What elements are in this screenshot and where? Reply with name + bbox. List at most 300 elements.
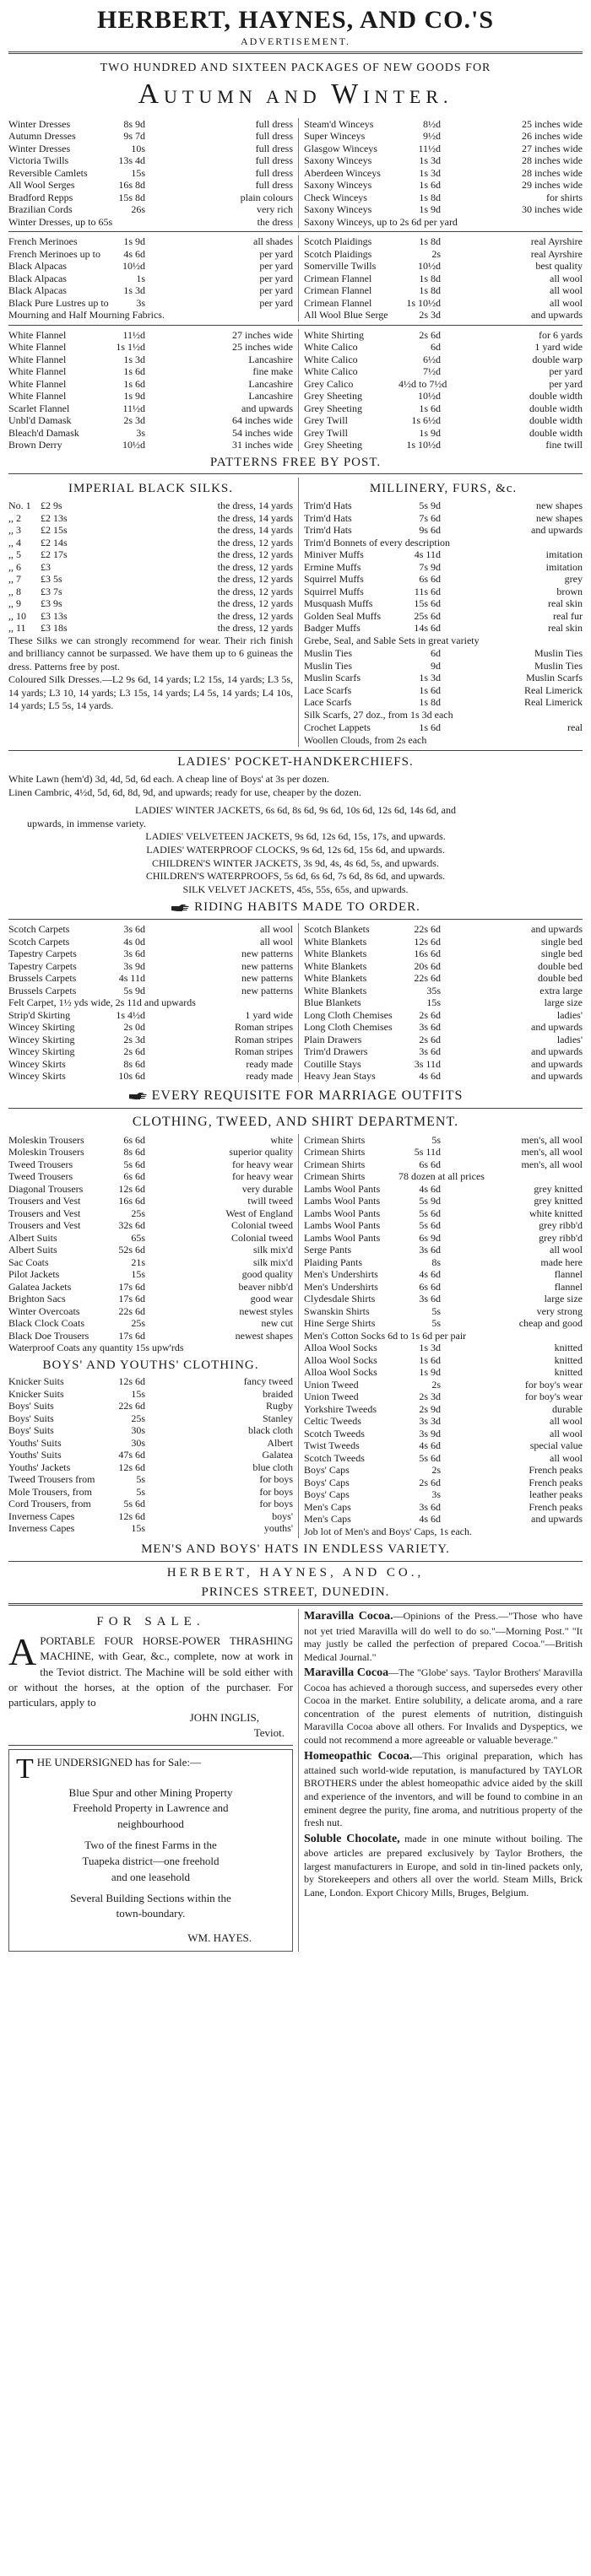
item-desc: for boys <box>259 1473 293 1486</box>
item-name: Pilot Jackets <box>8 1268 60 1281</box>
item-desc: new patterns <box>241 984 293 996</box>
for-sale-body <box>8 1630 293 1710</box>
price-row <box>8 390 293 402</box>
item-name: Alloa Wool Socks <box>304 1366 377 1379</box>
item-desc: new cut <box>261 1317 293 1330</box>
price-row <box>8 1207 293 1220</box>
item-desc: very rich <box>257 203 293 215</box>
item-name: White Blankets <box>304 984 367 996</box>
item-name: Ermine Muffs <box>304 560 361 573</box>
item-price: £3 <box>41 560 51 573</box>
item-price: 4s 0d <box>123 935 145 948</box>
item-desc: 28 inches wide <box>522 166 583 179</box>
boys-heading: BOYS' AND YOUTHS' CLOTHING. <box>42 1358 259 1372</box>
item-price: 2s 3d <box>419 309 441 321</box>
item-price: 35s <box>426 984 441 996</box>
item-desc: good wear <box>250 1293 293 1305</box>
hayes-line: town-boundary. <box>116 1907 186 1920</box>
silks-heading: IMPERIAL BLACK SILKS. <box>68 482 234 496</box>
price-row <box>304 1428 583 1440</box>
item-name: Trousers and Vest <box>8 1219 81 1232</box>
price-row <box>304 1391 583 1403</box>
item-name: Check Winceys <box>304 191 367 203</box>
item-desc: Real Limerick <box>524 696 583 709</box>
jackets-line: CHILDREN'S WATERPROOFS, 5s 6d, 6s 6d, 7s 6d, 8s 6d, and upwards. <box>145 870 446 883</box>
item-desc: made here <box>540 1256 583 1268</box>
price-row <box>304 622 583 635</box>
item-price: 1s 8d <box>419 191 441 203</box>
item-desc: French peaks <box>529 1464 583 1477</box>
item-price: 11s 6d <box>414 585 441 597</box>
item-name: White Blankets <box>304 972 367 985</box>
item-name: Union Tweed <box>304 1391 359 1403</box>
price-row <box>8 297 293 310</box>
cocoa-para-3 <box>304 1749 583 1830</box>
price-row <box>304 365 583 378</box>
item-price: 1s 3d <box>419 1342 441 1354</box>
item-price: 2s 6d <box>419 1033 441 1045</box>
price-row <box>8 248 293 261</box>
price-row <box>304 1158 583 1171</box>
item-desc: fancy tweed <box>243 1375 293 1388</box>
item-name: Yorkshire Tweeds <box>304 1402 377 1415</box>
price-row <box>8 561 293 574</box>
item-desc: new patterns <box>241 959 293 972</box>
item-desc: 28 inches wide <box>522 154 583 166</box>
item-price: 6s 6d <box>419 573 441 585</box>
item-price: 15s <box>426 996 441 1009</box>
crochet-desc: real <box>567 721 583 734</box>
item-price: 3s <box>431 1488 441 1501</box>
item-desc: silk mix'd <box>252 1256 293 1268</box>
item-price: 4s 6d <box>123 247 145 260</box>
item-desc: twill tweed <box>247 1195 293 1207</box>
item-desc: full dress <box>255 154 293 166</box>
price-row <box>304 1070 583 1083</box>
item-name: Wincey Skirting <box>8 1033 75 1045</box>
price-row <box>8 936 293 948</box>
item-name: Celtic Tweeds <box>304 1415 361 1428</box>
item-price: 3s 6d <box>419 1045 441 1058</box>
item-desc: Muslin Scarfs <box>526 672 583 684</box>
millinery-grebe: Grebe, Seal, and Sable Sets in great variety <box>304 634 480 646</box>
item-name: Swanskin Shirts <box>304 1304 370 1317</box>
silks-millinery-block <box>8 478 583 747</box>
item-desc: the dress, 12 yards <box>217 585 293 597</box>
cocoa-para-4 <box>304 1832 583 1900</box>
item-price: 5s <box>136 1473 145 1486</box>
price-row <box>304 948 583 960</box>
pointing-hand-icon <box>171 904 189 912</box>
price-row <box>8 329 293 342</box>
price-row <box>8 1244 293 1256</box>
divider <box>8 473 583 474</box>
price-row <box>304 1195 583 1207</box>
item-desc: good quality <box>241 1268 293 1281</box>
price-row <box>8 1461 293 1474</box>
item-desc: durable <box>552 1402 583 1415</box>
marriage-text: EVERY REQUISITE FOR MARRIAGE OUTFITS <box>151 1088 464 1103</box>
item-desc: and upwards <box>531 1021 583 1034</box>
item-desc: ladies' <box>556 1033 583 1045</box>
item-desc: all wool <box>550 1244 583 1256</box>
item-price: 1s 9d <box>123 390 145 402</box>
item-price: 16s 6d <box>414 948 441 960</box>
item-price <box>103 216 150 229</box>
divider <box>8 1108 583 1109</box>
item-name: Wincey Skirting <box>8 1045 75 1058</box>
price-row <box>304 1045 583 1058</box>
item-name: Blue Blankets <box>304 996 361 1009</box>
price-row <box>304 1379 583 1391</box>
item-name: Scotch Plaidings <box>304 235 372 247</box>
clothing-right <box>298 1134 583 1354</box>
price-row <box>8 1183 293 1196</box>
price-row <box>304 647 583 660</box>
item-desc: new shapes <box>536 500 583 511</box>
price-row <box>304 329 583 342</box>
item-desc: real fur <box>553 609 583 622</box>
price-row <box>8 1281 293 1293</box>
item-name: Saxony Winceys <box>304 154 372 166</box>
item-desc: 64 inches wide <box>232 414 293 426</box>
item-price: 9½d <box>423 130 441 142</box>
item-name: Long Cloth Chemises <box>304 1008 393 1021</box>
price-row <box>8 537 293 549</box>
jackets-line: LADIES' WINTER JACKETS, 6s 6d, 8s 6d, 9s 6d, 10s 6d, 12s 6d, 14s 6d, and <box>135 804 456 817</box>
item-desc: Lancashire <box>248 390 293 402</box>
item-name: Aberdeen Winceys <box>304 166 381 179</box>
item-name: Diagonal Trousers <box>8 1182 84 1195</box>
item-desc: all shades <box>253 235 293 247</box>
item-desc: for 6 yards <box>539 328 583 341</box>
item-price: 5s 6d <box>123 1498 145 1510</box>
item-price: 3s 6d <box>419 1021 441 1034</box>
cocoa-para-2 <box>304 1666 583 1747</box>
item-name: Alloa Wool Socks <box>304 1353 377 1366</box>
item-name: Lace Scarfs <box>304 683 352 696</box>
price-row <box>304 1403 583 1416</box>
item-name: Trim'd Hats <box>304 511 352 524</box>
price-row <box>304 1009 583 1022</box>
item-name: White Flannel <box>8 365 67 377</box>
item-name: Tapestry Carpets <box>8 959 77 972</box>
price-row <box>8 143 293 155</box>
item-name: Trousers and Vest <box>8 1195 81 1207</box>
item-desc: imitation <box>545 560 583 573</box>
price-row <box>304 1170 583 1183</box>
item-price: 47s 6d <box>118 1449 145 1461</box>
item-price: 21s <box>131 1256 145 1268</box>
item-name: Somerville Twills <box>304 260 377 272</box>
item-name: Sac Coats <box>8 1256 49 1268</box>
price-row <box>8 923 293 936</box>
item-price: 1s 6d <box>123 365 145 377</box>
millinery-column <box>298 478 583 747</box>
item-desc: black cloth <box>248 1424 293 1437</box>
divider <box>8 1561 583 1562</box>
flannels-left <box>8 329 293 451</box>
item-name: Boys' Suits <box>8 1400 54 1412</box>
item-name: Cord Trousers, from <box>8 1498 91 1510</box>
item-desc: grey knitted <box>534 1195 583 1207</box>
item-name: Crimean Flannel <box>304 296 372 309</box>
item-name: Youths' Suits <box>8 1436 62 1449</box>
item-name: Black Clock Coats <box>8 1317 84 1330</box>
item-name: French Merinoes <box>8 235 78 247</box>
item-price: £2 17s <box>41 548 68 560</box>
item-price: 1s 8d <box>419 272 441 284</box>
boys-right <box>304 1354 583 1526</box>
cocoa-text-3: —This original preparation, which has attained such world-wide reputation, is manufactured by TAYLOR BROTHERS under the ablest homeopathic advice aided by the skill and experience of the inventors, and will be found to combine in an eminent degree the purity, fine aroma, and nutritious property of the fresh nut. <box>304 1749 583 1829</box>
price-row <box>304 597 583 610</box>
price-row <box>8 512 293 525</box>
handkerchiefs-line-1: White Lawn (hem'd) 3d, 4d, 5d, 6d each. A cheap line of Boys' at 3s per dozen. <box>8 773 329 786</box>
item-desc: French peaks <box>529 1476 583 1488</box>
item-desc: leather peaks <box>529 1488 583 1501</box>
item-desc: full dress <box>255 117 293 130</box>
item-name: Scotch Blankets <box>304 923 370 936</box>
item-price: 12s 6d <box>414 935 441 948</box>
item-name: Serge Pants <box>304 1244 352 1256</box>
price-row <box>8 996 293 1009</box>
item-price: £2 9s <box>41 500 62 511</box>
divider <box>8 919 583 920</box>
item-name: Muslin Ties <box>304 647 353 660</box>
price-row <box>8 309 293 321</box>
item-desc: large size <box>544 996 583 1009</box>
price-row <box>8 622 293 635</box>
price-row <box>8 1449 293 1461</box>
price-row <box>8 118 293 131</box>
price-row <box>8 192 293 204</box>
item-price: 16s 8d <box>118 179 145 191</box>
item-price: 5s 6d <box>419 1207 441 1219</box>
item-price: 1s 9d <box>419 203 441 215</box>
divider <box>8 325 583 326</box>
item-desc: 29 inches wide <box>522 179 583 191</box>
item-name: No. 1 <box>8 500 31 511</box>
item-desc: double width <box>529 426 583 439</box>
price-row <box>304 1305 583 1318</box>
item-desc: the dress, 12 yards <box>217 622 293 634</box>
item-name: Plaiding Pants <box>304 1256 363 1268</box>
hayes-lead <box>16 1752 285 1785</box>
item-price: 30s <box>131 1436 145 1449</box>
price-row <box>8 439 293 451</box>
footer-firm-address: PRINCES STREET, DUNEDIN. <box>201 1585 390 1599</box>
cocoa-title-1: Maravilla Cocoa. <box>304 1610 393 1623</box>
item-name: White Flannel <box>8 377 67 390</box>
item-price: 15s <box>131 1522 145 1535</box>
price-row <box>304 512 583 525</box>
item-name: Scotch Tweeds <box>304 1427 365 1439</box>
price-row <box>8 1486 293 1499</box>
item-price: 12s 6d <box>118 1375 145 1388</box>
item-price: 25s 6d <box>414 609 441 622</box>
price-row <box>8 341 293 354</box>
item-desc: real Ayrshire <box>530 235 583 247</box>
item-name: Wincey Skirting <box>8 1021 75 1034</box>
price-row <box>8 1045 293 1058</box>
hayes-line: Several Building Sections within the <box>70 1891 231 1904</box>
item-desc: Real Limerick <box>524 683 583 696</box>
item-name: Coutille Stays <box>304 1057 361 1070</box>
item-name: Muslin Ties <box>304 659 353 672</box>
price-row <box>304 1415 583 1428</box>
item-desc: 27 inches wide <box>232 328 293 341</box>
item-price: 1s 8d <box>419 696 441 709</box>
price-row <box>304 696 583 709</box>
patterns-free-heading: PATTERNS FREE BY POST. <box>209 455 382 469</box>
item-price: 12s 6d <box>118 1509 145 1522</box>
item-desc: single bed <box>541 935 583 948</box>
item-name: ,, 6 <box>8 560 21 573</box>
item-desc: 30 inches wide <box>522 203 583 215</box>
item-price: 1s 10½d <box>406 296 441 309</box>
jackets-line: upwards, in immense variety. <box>27 817 146 829</box>
item-price: 2s 6d <box>419 328 441 341</box>
price-row <box>8 1146 293 1158</box>
price-row <box>304 672 583 684</box>
price-row <box>8 597 293 610</box>
divider <box>8 231 583 232</box>
item-desc: Albert <box>267 1436 293 1449</box>
item-name: Albert Suits <box>8 1231 57 1244</box>
price-row <box>8 548 293 561</box>
item-desc: and upwards <box>531 309 583 321</box>
item-name: ,, 11 <box>8 622 26 634</box>
item-name: Tweed Trousers <box>8 1158 73 1170</box>
hats-heading: MEN'S AND BOYS' HATS IN ENDLESS VARIETY. <box>141 1542 450 1557</box>
price-row <box>304 1207 583 1220</box>
item-price: £3 5s <box>41 573 62 585</box>
item-price: 8½d <box>423 117 441 130</box>
packages-line: TWO HUNDRED AND SIXTEEN PACKAGES OF NEW GOODS FOR <box>100 61 491 74</box>
price-row <box>8 1034 293 1046</box>
item-name: Boys' Suits <box>8 1412 54 1424</box>
item-name: Boys' Caps <box>304 1464 350 1477</box>
price-row <box>304 1366 583 1379</box>
for-sale-place: Teviot. <box>253 1726 285 1740</box>
price-row <box>8 179 293 192</box>
item-name: All Wool Blue Serge <box>304 309 388 321</box>
item-name: Men's Undershirts <box>304 1268 378 1281</box>
riding-heading <box>8 899 583 915</box>
item-price: 1s 6d <box>419 402 441 414</box>
item-name: Long Cloth Chemises <box>304 1021 393 1034</box>
item-name: Scotch Carpets <box>8 935 70 948</box>
item-desc: 25 inches wide <box>522 117 583 130</box>
price-row <box>304 143 583 155</box>
item-desc: Lancashire <box>248 377 293 390</box>
item-desc: full dress <box>255 166 293 179</box>
item-price: 1s 6d <box>123 377 145 390</box>
item-price: 1s 9d <box>419 1366 441 1379</box>
item-price: 1s 4½d <box>116 1008 145 1021</box>
item-desc: men's, all wool <box>521 1158 583 1170</box>
item-price: 3s 6d <box>123 948 145 960</box>
for-sale-text: PORTABLE FOUR HORSE-POWER THRASHING MACHINE, with Gear, &c., complete, now at work in the Teviot district. The Machine will be sold either with or without the horses, at the option of the purchaser. For particulars, apply to <box>8 1634 293 1709</box>
cocoa-ad <box>298 1609 583 1952</box>
item-price: 1s 3d <box>419 154 441 166</box>
item-price: 3s 11d <box>414 1057 441 1070</box>
item-desc: for shirts <box>546 191 583 203</box>
item-name: ,, 9 <box>8 597 21 609</box>
item-desc: and upwards <box>531 1513 583 1526</box>
price-row <box>304 1354 583 1367</box>
item-price: 4s 11d <box>414 548 441 560</box>
clothing-heading: CLOTHING, TWEED, AND SHIRT DEPARTMENT. <box>132 1114 459 1129</box>
item-name: Crimean Shirts <box>304 1170 366 1183</box>
millinery-heading: MILLINERY, FURS, &c. <box>369 482 518 496</box>
jackets-list <box>8 804 583 896</box>
price-row <box>304 972 583 985</box>
price-row <box>304 284 583 297</box>
item-desc: Roman stripes <box>235 1033 293 1045</box>
item-desc: very strong <box>536 1304 583 1317</box>
price-row <box>8 1195 293 1207</box>
item-price: 4½d to 7½d <box>399 377 447 390</box>
item-price: 5s <box>431 1304 441 1317</box>
item-name: Galatea Jackets <box>8 1280 72 1293</box>
price-row <box>304 500 583 512</box>
price-row <box>8 1256 293 1269</box>
price-row <box>8 500 293 512</box>
item-price: 52s 6d <box>118 1244 145 1256</box>
price-row <box>8 1330 293 1342</box>
price-row <box>304 548 583 561</box>
price-row <box>304 1477 583 1489</box>
item-desc: plain colours <box>240 191 293 203</box>
item-price: 3s 9d <box>123 959 145 972</box>
item-price: 3s 6d <box>123 923 145 936</box>
price-row <box>8 1058 293 1071</box>
item-desc: the dress, 12 yards <box>217 597 293 609</box>
item-name: Muslin Scarfs <box>304 672 361 684</box>
item-desc: grey <box>564 573 583 585</box>
item-price: 5s 9d <box>419 1195 441 1207</box>
item-price: 2s <box>431 1378 441 1391</box>
item-price: 3s <box>136 296 145 309</box>
item-desc: double bed <box>538 959 583 972</box>
price-row <box>304 1021 583 1034</box>
item-desc: new shapes <box>536 511 583 524</box>
item-desc: real skin <box>548 597 583 609</box>
item-name: White Shirting <box>304 328 364 341</box>
item-name: White Calico <box>304 365 358 377</box>
item-price: 13s 4d <box>118 154 145 166</box>
item-price: 7s 9d <box>419 560 441 573</box>
price-row <box>304 1488 583 1501</box>
price-row <box>8 130 293 143</box>
item-name: Youths' Suits <box>8 1449 62 1461</box>
item-price: 2s <box>431 247 441 260</box>
item-price: 25s <box>131 1207 145 1219</box>
item-name: ,, 5 <box>8 548 21 560</box>
item-desc: the dress <box>257 215 293 228</box>
item-price: £3 7s <box>41 585 62 597</box>
price-row <box>304 537 583 549</box>
item-price: 14s 6d <box>414 622 441 634</box>
item-desc: beaver nibb'd <box>238 1280 293 1293</box>
price-row <box>304 248 583 261</box>
item-price: 7s 6d <box>419 511 441 524</box>
item-price: 3s 6d <box>419 1293 441 1305</box>
item-price: 9s 6d <box>419 524 441 536</box>
item-price: 5s <box>431 1133 441 1146</box>
dresses-right <box>298 118 583 229</box>
